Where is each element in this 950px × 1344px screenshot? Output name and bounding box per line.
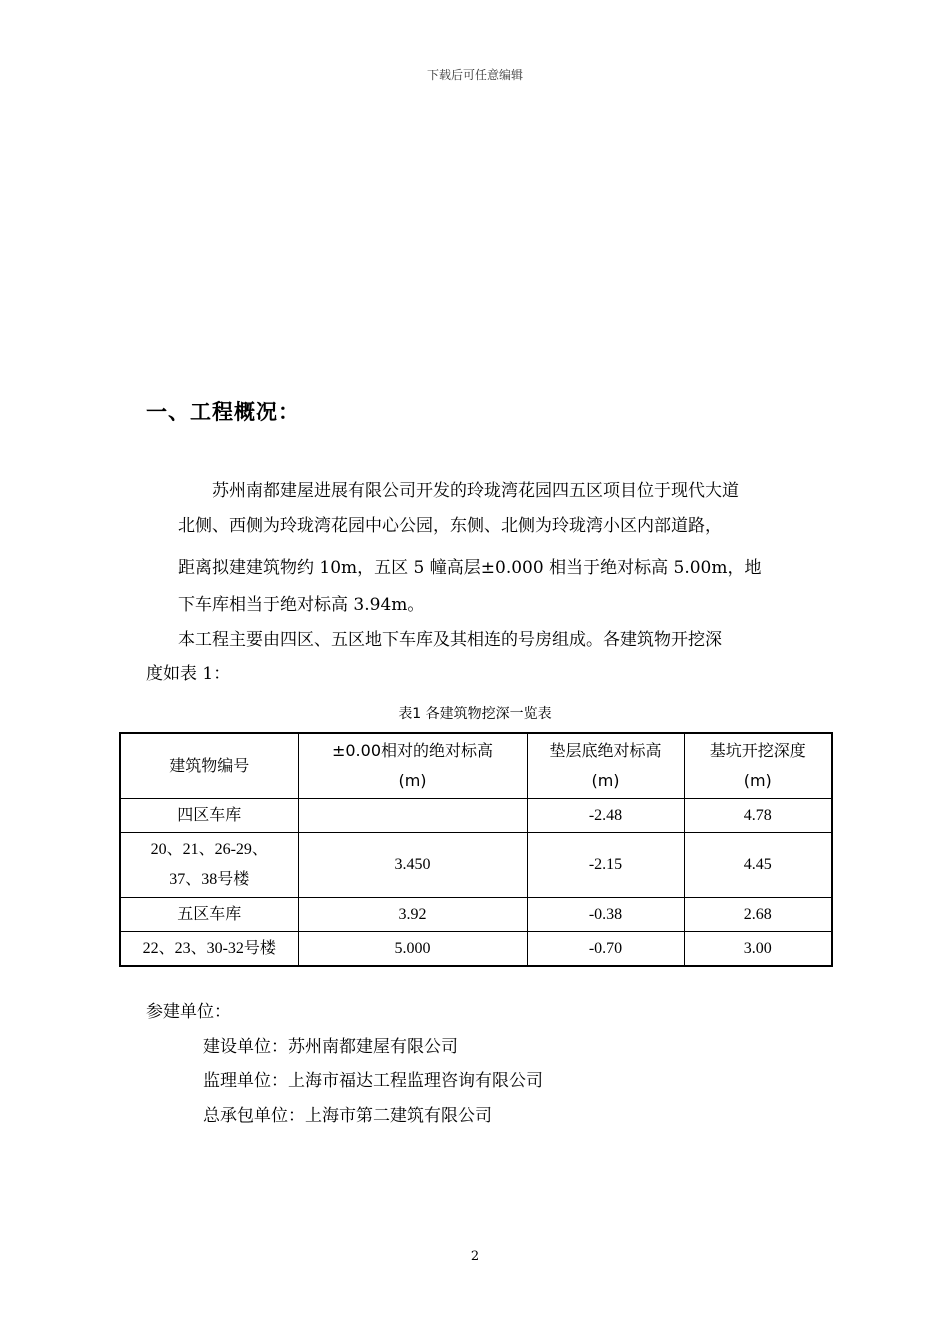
header-cushion-label: 垫层底绝对标高 [549,741,662,760]
header-elevation-label: ±0.00相对的绝对标高 [331,741,494,760]
overview-line-4: 下车库相当于绝对标高 3.94m。 [178,595,425,615]
cell-elevation [298,799,527,833]
header-excavation-depth [684,733,832,799]
cell-building-text: 四区车库 [177,806,242,824]
cell-cushion: -2.48 [527,799,684,833]
participant-contractor: 总承包单位：上海市第二建筑有限公司 [203,1106,492,1126]
cell-cushion: -0.70 [527,932,684,967]
cell-depth: 4.45 [684,833,832,898]
overview-line-3: 距离拟建建筑物约 10m，五区 5 幢高层±0.000 相当于绝对标高 5.00m，地 [178,558,762,578]
cell-elevation: 3.450 [298,833,527,898]
table-row [120,799,832,833]
table-header-row [120,733,832,799]
cell-cushion: -0.38 [527,898,684,932]
cell-depth: 2.68 [684,898,832,932]
overview-line-1: 苏州南都建屋进展有限公司开发的玲珑湾花园四五区项目位于现代大道 [212,481,739,501]
cell-cushion: -2.15 [527,833,684,898]
cell-elevation: 5.000 [298,932,527,967]
cell-building [120,833,298,898]
header-depth-unit: (m) [743,771,772,790]
excavation-depth-table [119,732,833,967]
cell-building [120,932,298,967]
header-elevation-unit: (m) [398,771,427,790]
cell-building [120,898,298,932]
cell-building [120,799,298,833]
page-header-note: 下载后可任意编辑 [426,68,523,82]
cell-building-text: 五区车库 [177,905,242,923]
cell-elevation: 3.92 [298,898,527,932]
overview-line-6: 度如表 1： [146,664,231,684]
cell-building-line1: 20、21、26-29、 [150,841,268,858]
cell-depth: 4.78 [684,799,832,833]
table-row [120,932,832,967]
header-elevation [298,733,527,799]
header-building-id-label: 建筑物编号 [169,756,250,775]
section-title: 一、工程概况： [146,400,300,424]
header-cushion-unit: (m) [591,771,620,790]
cell-building-text: 22、23、30-32号楼 [142,939,276,957]
participants-heading: 参建单位： [146,1002,231,1022]
page-number: 2 [470,1249,480,1264]
cell-depth: 3.00 [684,932,832,967]
participant-owner: 建设单位：苏州南都建屋有限公司 [203,1037,458,1057]
cell-building-line2: 37、38号楼 [169,871,250,888]
header-building-id [120,733,298,799]
table-row [120,898,832,932]
overview-line-2: 北侧、西侧为玲珑湾花园中心公园，东侧、北侧为玲珑湾小区内部道路， [178,516,722,536]
participant-supervisor: 监理单位：上海市福达工程监理咨询有限公司 [203,1071,543,1091]
header-cushion-elevation [527,733,684,799]
overview-line-5: 本工程主要由四区、五区地下车库及其相连的号房组成。各建筑物开挖深 [178,630,722,650]
header-depth-label: 基坑开挖深度 [709,741,806,760]
table-caption: 表1 各建筑物挖深一览表 [398,706,552,722]
table-row [120,833,832,898]
